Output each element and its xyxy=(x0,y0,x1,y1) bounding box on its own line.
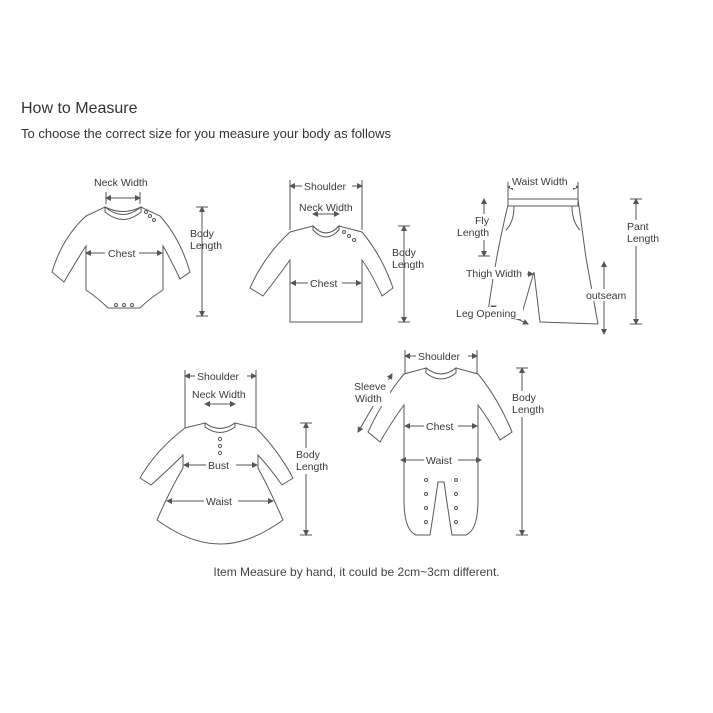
label-width-sleeve: Width xyxy=(355,393,382,405)
label-fly: Fly xyxy=(475,215,489,227)
label-neck-width-1: Neck Width xyxy=(94,177,148,189)
label-outseam: outseam xyxy=(586,290,627,302)
page-title: How to Measure xyxy=(21,100,138,117)
pants-figure xyxy=(455,176,665,334)
dress-outline xyxy=(140,423,293,544)
label-body-4: Body xyxy=(296,449,320,461)
pants-outline xyxy=(488,199,598,324)
label-length-fly: Length xyxy=(457,227,490,239)
label-pant: Pant xyxy=(627,221,649,233)
label-length-2: Length xyxy=(392,259,425,271)
label-length-pant: Length xyxy=(627,233,660,245)
label-chest-1: Chest xyxy=(108,248,136,260)
page-subtitle: To choose the correct size for you measure your body as follows xyxy=(21,126,391,141)
label-waist-4: Waist xyxy=(206,496,232,508)
label-neck-width-4: Neck Width xyxy=(192,389,246,401)
label-body-5: Body xyxy=(512,392,536,404)
label-bust: Bust xyxy=(208,460,230,472)
label-shoulder-2: Shoulder xyxy=(304,181,347,193)
romper-figure xyxy=(352,349,550,535)
top-figure xyxy=(250,179,424,322)
label-length-5: Length xyxy=(512,404,545,416)
label-leg-opening: Leg Opening xyxy=(456,308,517,320)
label-sleeve: Sleeve xyxy=(354,381,387,393)
pants-waistband xyxy=(508,199,578,206)
top-outline xyxy=(250,226,393,322)
footer-note: Item Measure by hand, it could be 2cm~3cm different. xyxy=(213,565,500,579)
bodysuit-figure xyxy=(52,177,222,316)
label-shoulder-5: Shoulder xyxy=(418,351,461,363)
label-thigh-width: Thigh Width xyxy=(466,268,523,280)
label-waist-width: Waist Width xyxy=(512,176,568,188)
label-length-1: Length xyxy=(190,240,223,252)
label-shoulder-4: Shoulder xyxy=(197,371,240,383)
label-body-1: Body xyxy=(190,228,214,240)
label-neck-width-2: Neck Width xyxy=(299,202,353,214)
label-body-2: Body xyxy=(392,247,416,259)
label-waist-5: Waist xyxy=(426,455,452,467)
dress-figure xyxy=(140,369,330,544)
label-length-4: Length xyxy=(296,461,329,473)
label-chest-5: Chest xyxy=(426,421,454,433)
label-chest-2: Chest xyxy=(310,278,338,290)
